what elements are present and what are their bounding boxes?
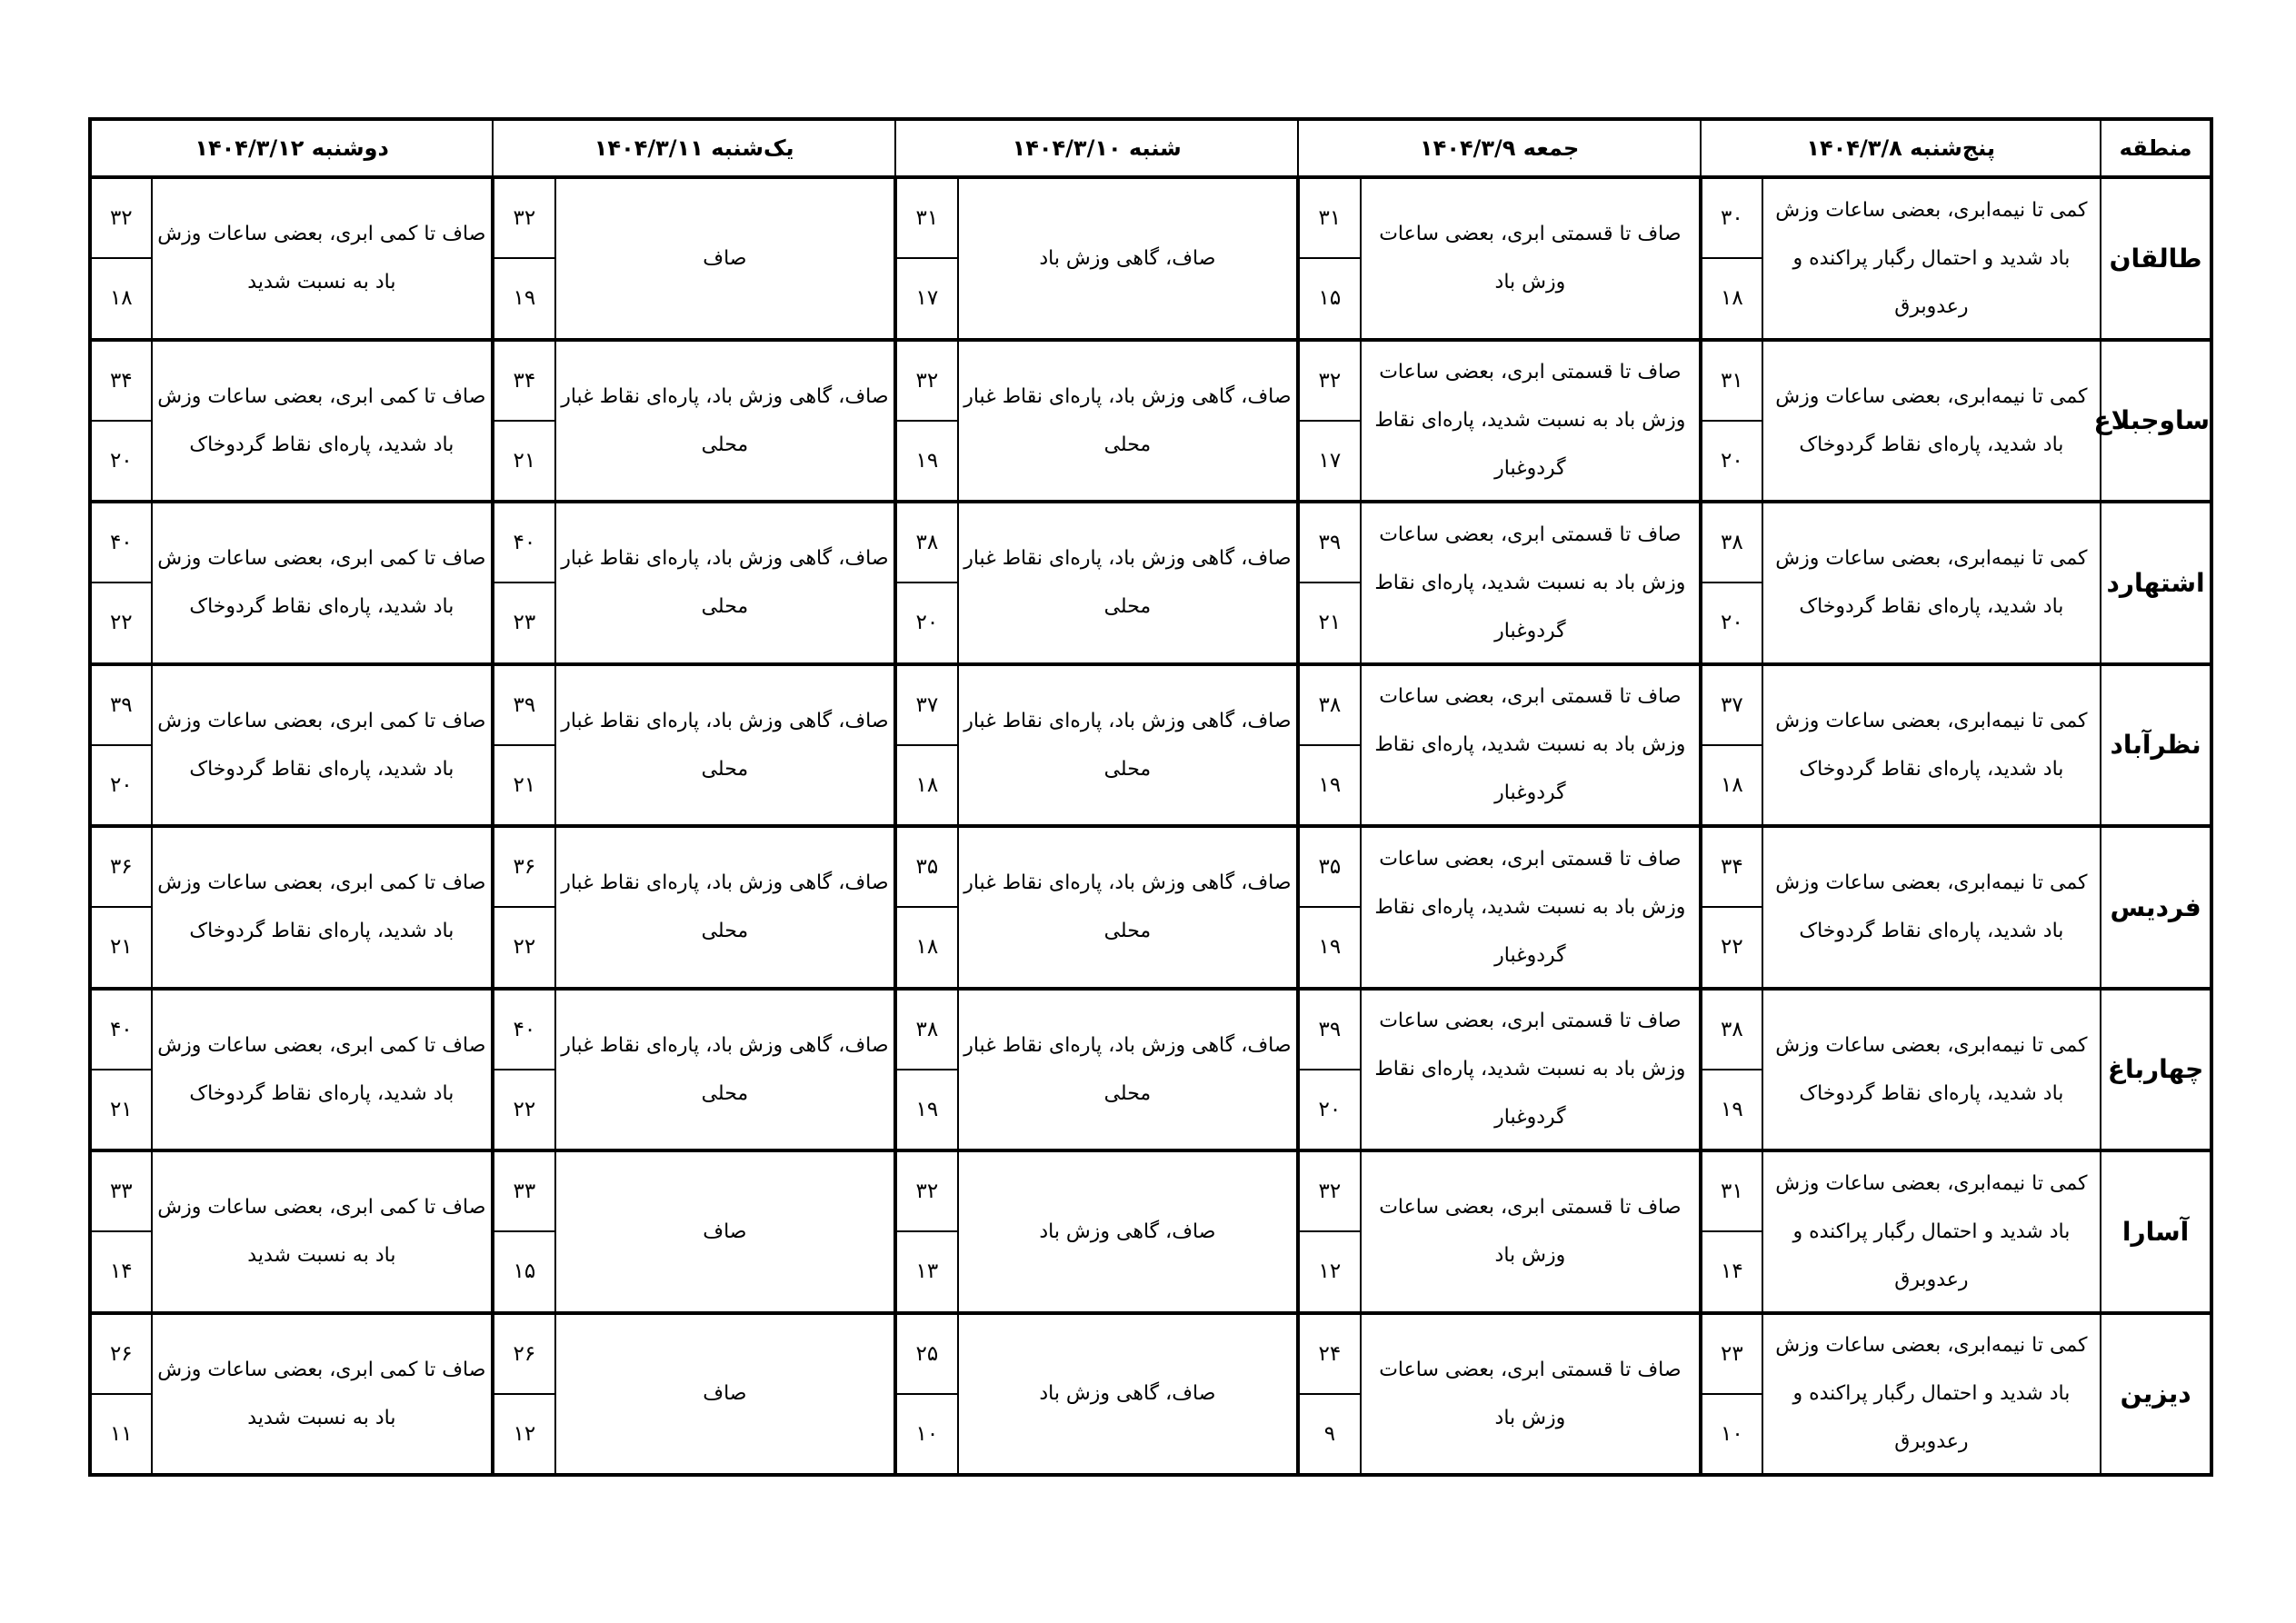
max-temperature: ۳۸ [1298,664,1360,745]
weather-description: صاف تا کمی ابری، بعضی ساعات وزش باد شدید، پاره‌ای نقاط گردوخاک [152,989,494,1151]
max-temperature: ۳۹ [1298,502,1360,582]
min-temperature: ۲۲ [493,907,554,988]
max-temperature: ۳۳ [90,1150,152,1231]
min-temperature: ۱۹ [1701,1070,1762,1150]
min-temperature: ۱۴ [1701,1231,1762,1312]
min-temperature: ۱۸ [1701,258,1762,339]
weather-description: صاف تا کمی ابری، بعضی ساعات وزش باد شدید، پاره‌ای نقاط گردوخاک [152,826,494,989]
min-temperature: ۱۹ [1298,745,1360,826]
max-temperature: ۴۰ [493,502,554,582]
max-temperature: ۳۷ [895,664,957,745]
weather-description: صاف تا قسمتی ابری، بعضی ساعات وزش باد به نسبت شدید، پاره‌ای نقاط گردوغبار [1361,340,1702,503]
max-temperature: ۴۰ [493,989,554,1070]
weather-description: صاف، گاهی وزش باد [958,1150,1299,1313]
region-name: دیزین [2101,1313,2211,1476]
weather-description: صاف تا قسمتی ابری، بعضی ساعات وزش باد به نسبت شدید، پاره‌ای نقاط گردوغبار [1361,989,1702,1151]
max-temperature: ۳۲ [895,1150,957,1231]
max-temperature: ۳۹ [493,664,554,745]
max-temperature: ۴۰ [90,502,152,582]
region-name: ساوجبلاغ [2101,340,2211,503]
min-temperature: ۱۷ [895,258,957,339]
weather-description: صاف، گاهی وزش باد، پاره‌ای نقاط غبار محلی [958,826,1299,989]
min-temperature: ۱۱ [90,1394,152,1475]
max-temperature: ۴۰ [90,989,152,1070]
region-row [90,340,2211,421]
max-temperature: ۳۱ [1701,340,1762,421]
weather-description: کمی تا نیمه‌ابری، بعضی ساعات وزش باد شدید و احتمال رگبار پراکنده و رعدوبرق [1762,1313,2101,1476]
min-temperature: ۱۸ [1701,745,1762,826]
max-temperature: ۳۹ [90,664,152,745]
weather-description: صاف [555,1150,896,1313]
min-temperature: ۱۵ [1298,258,1360,339]
min-temperature: ۱۹ [1298,907,1360,988]
region-name: چهارباغ [2101,989,2211,1151]
min-temperature: ۱۴ [90,1231,152,1312]
max-temperature: ۳۸ [895,502,957,582]
max-temperature: ۳۲ [1298,340,1360,421]
max-temperature: ۲۶ [493,1313,554,1394]
weather-description: صاف، گاهی وزش باد، پاره‌ای نقاط غبار محلی [958,664,1299,827]
day-header: یک‌شنبه ۱۴۰۴/۳/۱۱ [493,119,895,177]
forecast-body [90,177,2211,1475]
min-temperature: ۲۲ [493,1070,554,1150]
max-temperature: ۳۱ [895,177,957,258]
weather-description: صاف تا قسمتی ابری، بعضی ساعات وزش باد به نسبت شدید، پاره‌ای نقاط گردوغبار [1361,664,1702,827]
region-column-header: منطقه [2101,119,2211,177]
min-temperature: ۱۹ [895,421,957,502]
day-header: دوشنبه ۱۴۰۴/۳/۱۲ [90,119,493,177]
max-temperature: ۳۵ [895,826,957,907]
weather-description: صاف تا کمی ابری، بعضی ساعات وزش باد شدید، پاره‌ای نقاط گردوخاک [152,340,494,503]
weather-description: صاف تا قسمتی ابری، بعضی ساعات وزش باد [1361,1313,1702,1476]
weather-description: صاف، گاهی وزش باد، پاره‌ای نقاط غبار محلی [555,664,896,827]
max-temperature: ۳۹ [1298,989,1360,1070]
min-temperature: ۲۱ [493,745,554,826]
min-temperature: ۱۲ [493,1394,554,1475]
min-temperature: ۱۹ [895,1070,957,1150]
min-temperature: ۲۳ [493,582,554,663]
min-temperature: ۹ [1298,1394,1360,1475]
max-temperature: ۳۴ [1701,826,1762,907]
weather-description: صاف، گاهی وزش باد [958,177,1299,340]
max-temperature: ۳۳ [493,1150,554,1231]
max-temperature: ۳۴ [90,340,152,421]
max-temperature: ۳۴ [493,340,554,421]
weather-description: صاف، گاهی وزش باد، پاره‌ای نقاط غبار محلی [958,502,1299,664]
region-name: طالقان [2101,177,2211,340]
weather-description: صاف، گاهی وزش باد، پاره‌ای نقاط غبار محلی [958,989,1299,1151]
weather-description: صاف، گاهی وزش باد، پاره‌ای نقاط غبار محلی [555,989,896,1151]
day-header: جمعه ۱۴۰۴/۳/۹ [1298,119,1701,177]
weather-description: کمی تا نیمه‌ابری، بعضی ساعات وزش باد شدید و احتمال رگبار پراکنده و رعدوبرق [1762,1150,2101,1313]
weather-description: صاف تا قسمتی ابری، بعضی ساعات وزش باد به نسبت شدید، پاره‌ای نقاط گردوغبار [1361,502,1702,664]
min-temperature: ۲۲ [1701,907,1762,988]
max-temperature: ۲۵ [895,1313,957,1394]
weather-description: کمی تا نیمه‌ابری، بعضی ساعات وزش باد شدید، پاره‌ای نقاط گردوخاک [1762,340,2101,503]
forecast-sheet [88,117,2213,1477]
min-temperature: ۲۱ [493,421,554,502]
max-temperature: ۳۲ [493,177,554,258]
region-row [90,1313,2211,1394]
max-temperature: ۳۱ [1298,177,1360,258]
min-temperature: ۲۰ [1298,1070,1360,1150]
region-name: نظرآباد [2101,664,2211,827]
max-temperature: ۳۲ [895,340,957,421]
min-temperature: ۱۹ [493,258,554,339]
header-row [90,119,2211,177]
max-temperature: ۳۶ [493,826,554,907]
weather-description: کمی تا نیمه‌ابری، بعضی ساعات وزش باد شدید، پاره‌ای نقاط گردوخاک [1762,826,2101,989]
weather-description: صاف تا کمی ابری، بعضی ساعات وزش باد به نسبت شدید [152,1313,494,1476]
max-temperature: ۲۳ [1701,1313,1762,1394]
min-temperature: ۲۱ [1298,582,1360,663]
max-temperature: ۳۶ [90,826,152,907]
weather-description: صاف، گاهی وزش باد [958,1313,1299,1476]
day-header: پنج‌شنبه ۱۴۰۴/۳/۸ [1701,119,2101,177]
region-name: اشتهارد [2101,502,2211,664]
forecast-table [88,117,2213,1477]
region-name: فردیس [2101,826,2211,989]
min-temperature: ۲۰ [1701,582,1762,663]
min-temperature: ۱۸ [895,745,957,826]
weather-description: کمی تا نیمه‌ابری، بعضی ساعات وزش باد شدید، پاره‌ای نقاط گردوخاک [1762,502,2101,664]
max-temperature: ۳۲ [1298,1150,1360,1231]
weather-description: صاف، گاهی وزش باد، پاره‌ای نقاط غبار محلی [555,502,896,664]
max-temperature: ۳۷ [1701,664,1762,745]
max-temperature: ۳۵ [1298,826,1360,907]
weather-description: کمی تا نیمه‌ابری، بعضی ساعات وزش باد شدید، پاره‌ای نقاط گردوخاک [1762,989,2101,1151]
weather-description: صاف، گاهی وزش باد، پاره‌ای نقاط غبار محلی [958,340,1299,503]
weather-description: صاف، گاهی وزش باد، پاره‌ای نقاط غبار محلی [555,826,896,989]
min-temperature: ۱۵ [493,1231,554,1312]
weather-description: صاف تا قسمتی ابری، بعضی ساعات وزش باد [1361,177,1702,340]
min-temperature: ۱۳ [895,1231,957,1312]
region-row [90,1150,2211,1231]
min-temperature: ۲۰ [90,745,152,826]
weather-description: کمی تا نیمه‌ابری، بعضی ساعات وزش باد شدید و احتمال رگبار پراکنده و رعدوبرق [1762,177,2101,340]
region-row [90,826,2211,907]
min-temperature: ۱۷ [1298,421,1360,502]
min-temperature: ۲۰ [90,421,152,502]
region-row [90,989,2211,1070]
weather-description: صاف [555,1313,896,1476]
min-temperature: ۱۸ [90,258,152,339]
region-row [90,177,2211,258]
weather-description: صاف تا قسمتی ابری، بعضی ساعات وزش باد [1361,1150,1702,1313]
min-temperature: ۲۱ [90,1070,152,1150]
weather-description: صاف [555,177,896,340]
min-temperature: ۱۰ [895,1394,957,1475]
max-temperature: ۳۱ [1701,1150,1762,1231]
min-temperature: ۱۰ [1701,1394,1762,1475]
weather-description: صاف تا کمی ابری، بعضی ساعات وزش باد شدید، پاره‌ای نقاط گردوخاک [152,664,494,827]
weather-description: صاف تا قسمتی ابری، بعضی ساعات وزش باد به نسبت شدید، پاره‌ای نقاط گردوغبار [1361,826,1702,989]
max-temperature: ۲۶ [90,1313,152,1394]
weather-description: صاف، گاهی وزش باد، پاره‌ای نقاط غبار محلی [555,340,896,503]
weather-description: کمی تا نیمه‌ابری، بعضی ساعات وزش باد شدید، پاره‌ای نقاط گردوخاک [1762,664,2101,827]
region-row [90,502,2211,582]
max-temperature: ۳۰ [1701,177,1762,258]
min-temperature: ۱۲ [1298,1231,1360,1312]
min-temperature: ۲۱ [90,907,152,988]
min-temperature: ۲۰ [1701,421,1762,502]
region-name: آسارا [2101,1150,2211,1313]
max-temperature: ۲۴ [1298,1313,1360,1394]
weather-description: صاف تا کمی ابری، بعضی ساعات وزش باد به نسبت شدید [152,177,494,340]
min-temperature: ۲۲ [90,582,152,663]
max-temperature: ۳۸ [1701,502,1762,582]
max-temperature: ۳۸ [1701,989,1762,1070]
min-temperature: ۲۰ [895,582,957,663]
region-row [90,664,2211,745]
min-temperature: ۱۸ [895,907,957,988]
day-header: شنبه ۱۴۰۴/۳/۱۰ [895,119,1298,177]
max-temperature: ۳۲ [90,177,152,258]
max-temperature: ۳۸ [895,989,957,1070]
weather-description: صاف تا کمی ابری، بعضی ساعات وزش باد به نسبت شدید [152,1150,494,1313]
weather-description: صاف تا کمی ابری، بعضی ساعات وزش باد شدید، پاره‌ای نقاط گردوخاک [152,502,494,664]
